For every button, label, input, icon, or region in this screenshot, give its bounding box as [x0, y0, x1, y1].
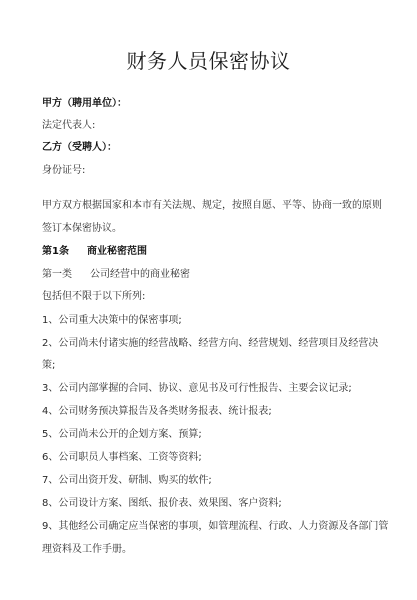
article-title: 商业秘密范围 [86, 246, 147, 257]
list-item: 5、公司尚未公开的企划方案、预算; [42, 429, 202, 440]
list-item: 1、公司重大决策中的保密事项; [42, 315, 182, 326]
intro-paragraph-line-2: 签订本保密协议。 [42, 223, 122, 234]
list-item: 9、其他经公司确定应当保密的事项，如管理流程、行政、人力资源及各部门管 [42, 521, 389, 532]
includes-line: 包括但不限于以下所列: [42, 291, 146, 302]
list-item: 7、公司出资开发、研制、购买的软件; [42, 475, 212, 486]
list-item-continuation: 策; [42, 360, 56, 371]
list-item: 4、公司财务预决算报告及各类财务报表、统计报表; [42, 406, 272, 417]
list-item: 8、公司设计方案、图纸、报价表、效果图、客户资料; [42, 498, 282, 509]
party-a-label: 甲方（聘用单位）： [42, 98, 127, 109]
category-number: 第一类 [42, 269, 72, 280]
list-item: 2、公司尚未付诸实施的经营战略、经营方向、经营规划、经营项目及经营决 [42, 338, 379, 349]
list-item-continuation: 理资料及工作手册。 [42, 544, 132, 555]
category-1-heading [42, 268, 190, 282]
intro-paragraph-line-1: 甲方双方根据国家和本市有关法规、规定，按照自愿、平等、协商一致的原则 [42, 200, 382, 211]
category-title: 公司经营中的商业秘密 [90, 269, 190, 280]
article-1-heading [42, 245, 147, 259]
id-number-label: 身份证号: [42, 165, 86, 176]
document-title: 财务人员保密协议 [126, 49, 291, 73]
list-item: 3、公司内部掌握的合同、协议、意见书及可行性报告、主要会议记录; [42, 383, 352, 394]
list-item: 6、公司职员人事档案、工资等资料; [42, 452, 202, 463]
article-number: 第1条 [42, 246, 69, 257]
party-b-label: 乙方（受聘人）： [42, 142, 117, 153]
legal-rep-label: 法定代表人: [42, 120, 96, 131]
